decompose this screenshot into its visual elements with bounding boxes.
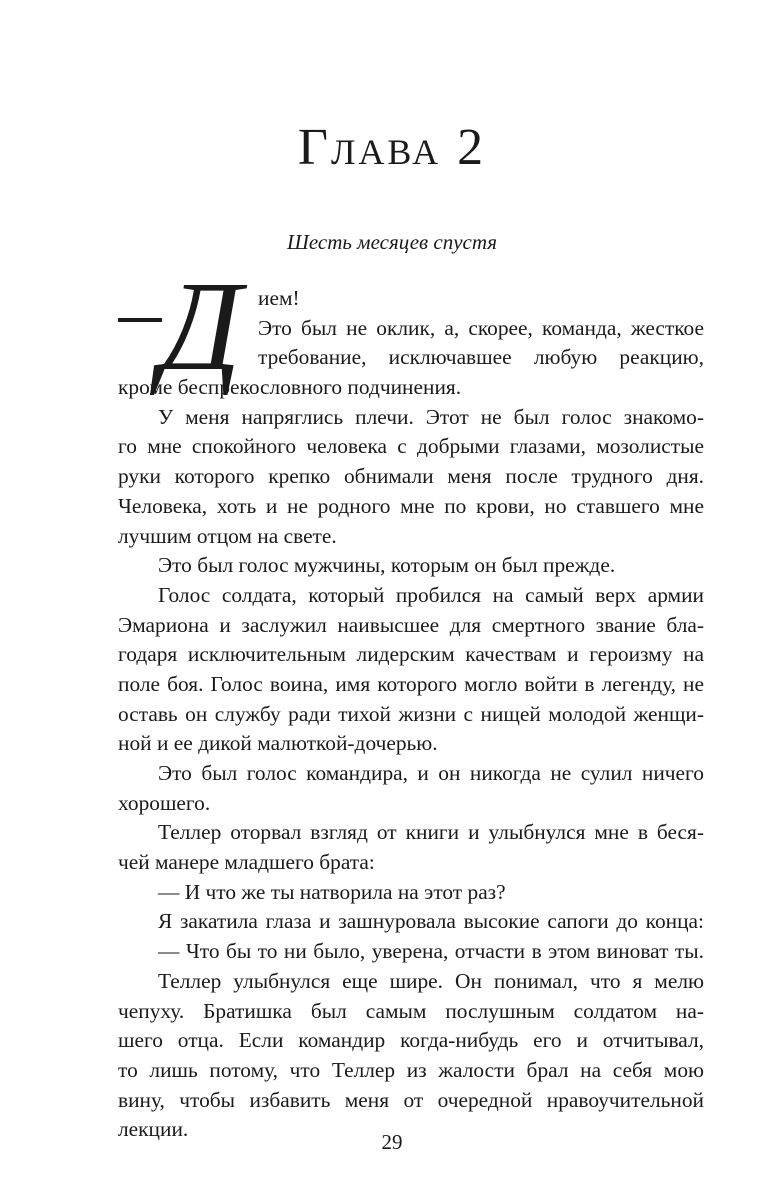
text-line: — И что же ты натворила на этот раз? <box>158 879 506 904</box>
text-line: Человека, хоть и не родного мне по крови, но ставшего мне <box>118 493 704 518</box>
dropcap-letter: Д <box>160 255 242 397</box>
text-line: шего отца. Если командир когда-нибудь его и отчитывал, <box>118 1028 704 1053</box>
text-line: ной и ее дикой малюткой-дочерью. <box>118 731 438 756</box>
text-line: лекции. <box>118 1117 189 1142</box>
text-line: кроме беспрекословного подчинения. <box>118 375 462 400</box>
chapter-title: Глава 2 <box>297 119 487 176</box>
page-number: 29 <box>381 1130 403 1154</box>
text-line: Это был не оклик, а, скорее, команда, жесткое <box>258 315 704 340</box>
text-line: требование, исключавшее любую реакцию, <box>258 345 704 370</box>
text-line: поле боя. Голос воина, имя которого могло войти в легенду, не <box>118 671 704 696</box>
body-text <box>118 284 704 1145</box>
text-line: чей манере младшего брата: <box>118 850 375 875</box>
text-line: Я закатила глаза и зашнуровала высокие сапоги до конца: <box>158 909 704 934</box>
text-line: Эмариона и заслужил наивысшее для смертного звание бла- <box>118 612 704 637</box>
text-line: руки которого крепко обнимали меня после трудного дня. <box>118 464 704 489</box>
text-line: хорошего. <box>118 790 211 815</box>
text-line: Голос солдата, который пробился на самый верх армии <box>158 582 704 607</box>
text-line: лучшим отцом на свете. <box>118 523 337 548</box>
chapter-subtitle: Шесть месяцев спустя <box>286 230 498 254</box>
text-line: го мне спокойного человека с добрыми глазами, мозолистые <box>118 434 704 459</box>
text-line: чепуху. Братишка был самым послушным солдатом на- <box>118 998 704 1023</box>
text-line: ием! <box>258 286 300 310</box>
text-line: оставь он службу ради тихой жизни с нищей молодой женщи- <box>118 701 704 726</box>
text-line: то лишь потому, что Теллер из жалости брал на себя мою <box>118 1057 704 1082</box>
text-line: У меня напряглись плечи. Этот не был голос знакомо- <box>158 404 704 429</box>
text-line: — Что бы то ни было, уверена, отчасти в этом виноват ты. <box>158 939 704 964</box>
text-line: вину, чтобы избавить меня от очередной нравоучительной <box>118 1087 704 1112</box>
text-line: Это был голос мужчины, которым он был прежде. <box>158 553 616 578</box>
text-line: Теллер оторвал взгляд от книги и улыбнулся мне в беся- <box>158 820 704 845</box>
text-line: Это был голос командира, и он никогда не сулил ничего <box>158 761 704 785</box>
text-line: годаря исключительным лидерским качествам и героизму на <box>118 642 704 667</box>
text-line: Теллер улыбнулся еще шире. Он понимал, что я мелю <box>158 968 704 993</box>
